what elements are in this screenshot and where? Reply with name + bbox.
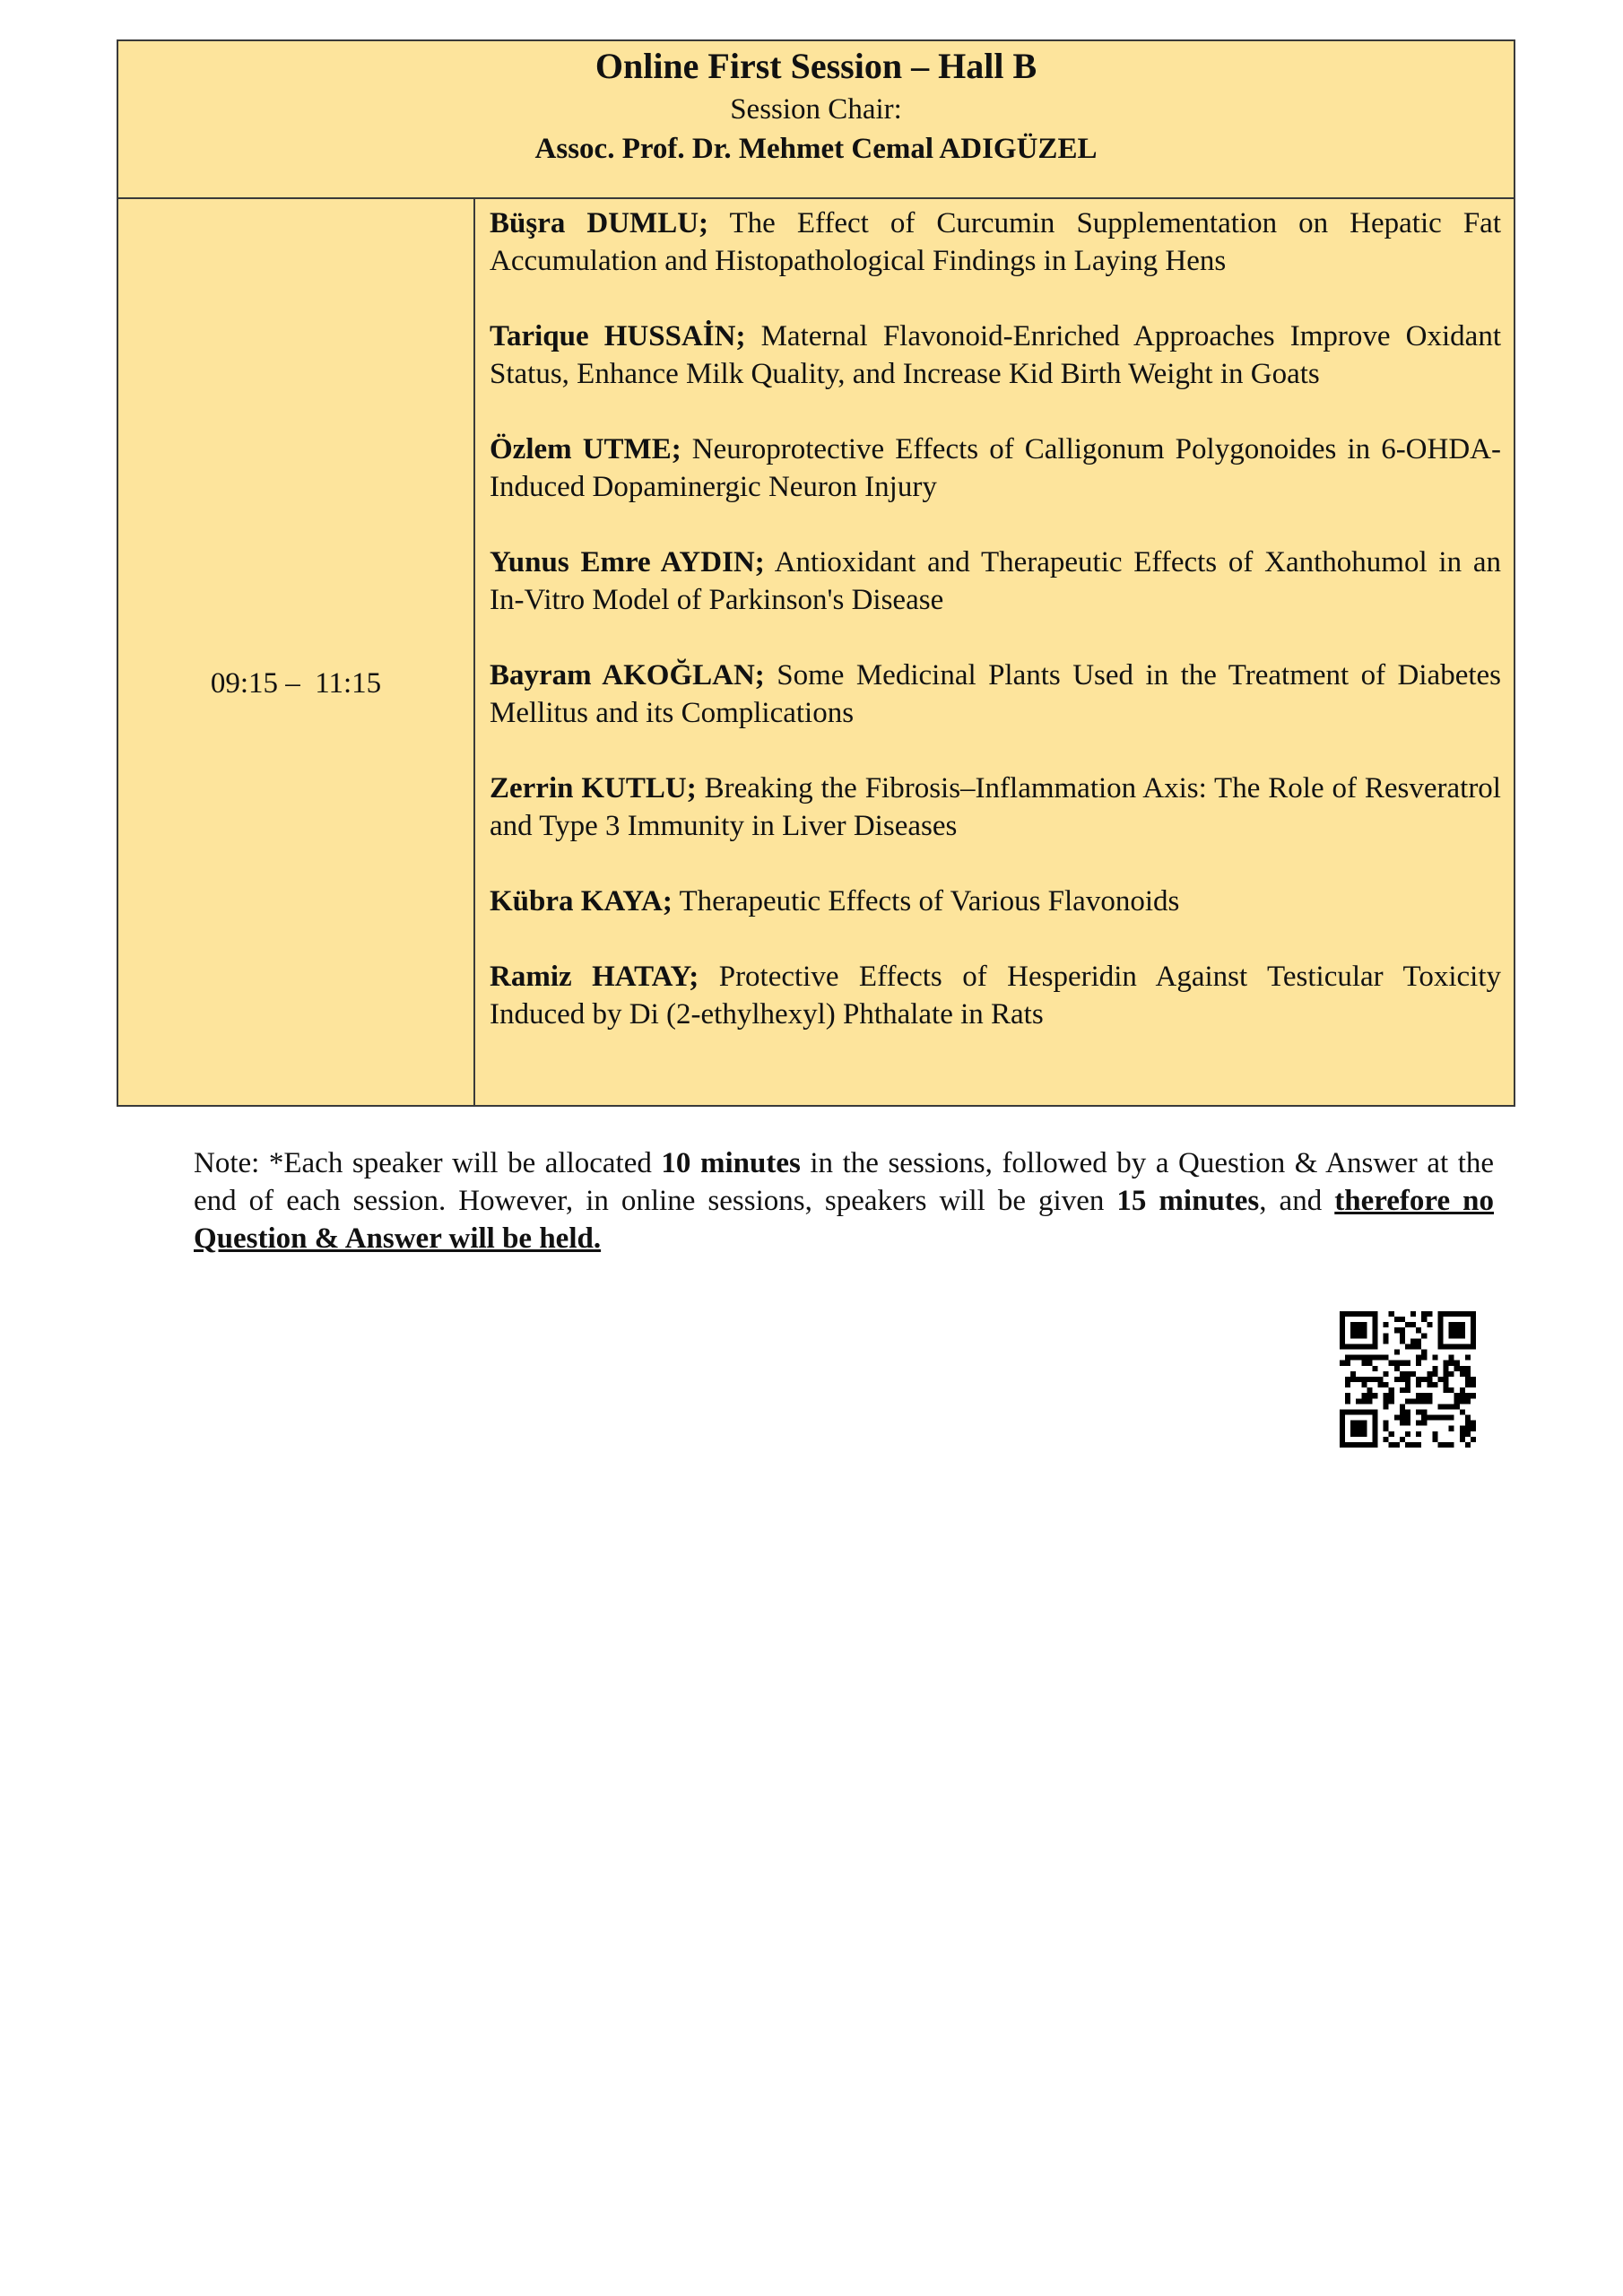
session-chair-label: Session Chair:	[730, 93, 902, 126]
qr-code-icon	[1340, 1311, 1476, 1448]
talk-item	[490, 317, 1501, 393]
talk-list	[475, 199, 1514, 1105]
talk-item	[490, 657, 1501, 732]
talk-item	[490, 883, 1501, 920]
session-time: 09:15 – 11:15	[118, 199, 475, 1105]
talk-item	[490, 958, 1501, 1033]
talk-item	[490, 430, 1501, 506]
talk-title: Some Medicinal Plants Used in the Treatment of Diabetes Mellitus and its Complications	[490, 659, 1502, 729]
talk-speaker: Kübra KAYA;	[490, 885, 673, 918]
session-body	[118, 199, 1514, 1105]
talk-item	[490, 770, 1501, 845]
talk-speaker: Bayram AKOĞLAN;	[490, 659, 765, 691]
session-note	[194, 1144, 1494, 1257]
talk-title: Breaking the Fibrosis–Inflammation Axis: The Role of Resveratrol and Type 3 Immunity in Liver Diseases	[490, 772, 1501, 842]
note-text: , and	[1259, 1185, 1335, 1217]
talk-speaker: Yunus Emre AYDIN;	[490, 546, 765, 578]
talk-item	[490, 204, 1501, 280]
session-header	[118, 41, 1514, 199]
talk-speaker: Büşra DUMLU;	[490, 207, 709, 239]
talk-title: The Effect of Curcumin Supplementation on Hepatic Fat Accumulation and Histopathological Findings in Laying Hens	[490, 207, 1501, 277]
talk-title: Neuroprotective Effects of Calligonum Polygonoides in 6-OHDA-Induced Dopaminergic Neuron Injury	[490, 433, 1501, 503]
talk-title: Maternal Flavonoid-Enriched Approaches Improve Oxidant Status, Enhance Milk Quality, and Increase Kid Birth Weight in Goats	[490, 320, 1501, 390]
note-text: in the sessions, followed by a Question & Answer at the end of each session. However, in online sessions, speakers will be given	[194, 1147, 1495, 1217]
talk-speaker: Tarique HUSSAİN;	[490, 320, 746, 352]
session-table	[117, 39, 1515, 1107]
talk-speaker: Zerrin KUTLU;	[490, 772, 697, 804]
note-text: Note: *Each speaker will be allocated	[194, 1147, 662, 1179]
talk-item	[490, 544, 1501, 619]
session-title: Online First Session – Hall B	[595, 46, 1037, 86]
talk-speaker: Ramiz HATAY;	[490, 961, 699, 993]
note-duration-online: 15 minutes	[1116, 1185, 1260, 1217]
talk-speaker: Özlem UTME;	[490, 433, 681, 465]
note-duration-offline: 10 minutes	[661, 1147, 801, 1179]
talk-title: Therapeutic Effects of Various Flavonoids	[672, 885, 1180, 918]
note-no-qa: therefore no Question & Answer will be held.	[194, 1185, 1495, 1255]
talk-title: Protective Effects of Hesperidin Against Testicular Toxicity Induced by Di (2-ethylhexyl) Phthalate in Rats	[490, 961, 1502, 1031]
talk-title: Antioxidant and Therapeutic Effects of Xanthohumol in an In-Vitro Model of Parkinson's Disease	[490, 546, 1501, 616]
session-chair-name: Assoc. Prof. Dr. Mehmet Cemal ADIGÜZEL	[534, 133, 1098, 165]
